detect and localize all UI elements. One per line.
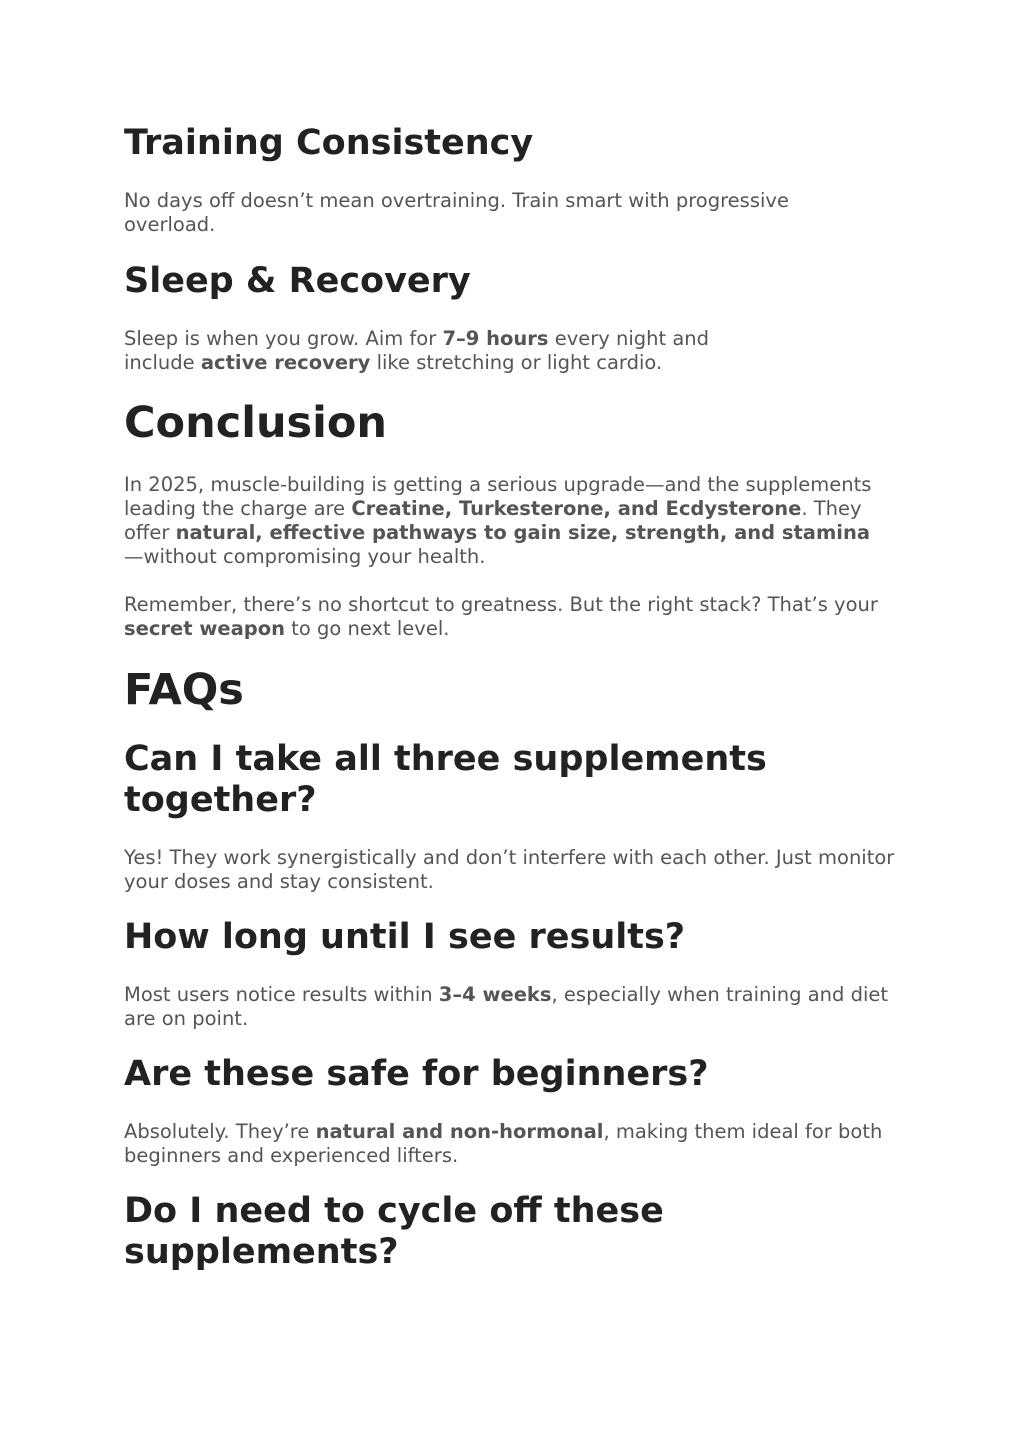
supplements-emphasis: Creatine, Turkesterone, and Ecdysterone [351, 497, 802, 520]
sleep-recovery-paragraph: Sleep is when you grow. Aim for 7–9 hours every night and include active recovery like stretching or light cardio. [124, 327, 710, 374]
faq-question-2: How long until I see results? [124, 917, 686, 957]
active-recovery-emphasis: active recovery [200, 351, 371, 374]
faqs-heading: FAQs [124, 665, 244, 715]
faq-question-1: Can I take all three supplements together? [124, 739, 767, 820]
faq-question-3: Are these safe for beginners? [124, 1054, 709, 1094]
conclusion-paragraph-1: In 2025, muscle-building is getting a serious upgrade—and the supplements leading the charge are Creatine, Turkesterone, and Ecdysterone. They offer natural, effective pathways to gain size, strength, and stamina—without compromising your health. [124, 473, 872, 568]
conclusion-heading: Conclusion [124, 398, 388, 448]
faq-answer-2: Most users notice results within 3–4 weeks, especially when training and diet are on point. [124, 983, 889, 1030]
benefits-emphasis: natural, effective pathways to gain size, strength, and stamina [175, 521, 870, 544]
sleep-hours-emphasis: 7–9 hours [442, 327, 549, 350]
training-consistency-heading: Training Consistency [124, 123, 534, 163]
faq-answer-1: Yes! They work synergistically and don’t interfere with each other. Just monitor your doses and stay consistent. [124, 846, 895, 893]
faq-question-4: Do I need to cycle off these supplements? [124, 1191, 664, 1272]
results-timeframe-emphasis: 3–4 weeks [438, 983, 552, 1006]
training-consistency-paragraph: No days off doesn’t mean overtraining. Train smart with progressive overload. [124, 189, 789, 236]
natural-non-hormonal-emphasis: natural and non-hormonal [315, 1120, 604, 1143]
secret-weapon-emphasis: secret weapon [124, 617, 285, 640]
faq-answer-3: Absolutely. They’re natural and non-hormonal, making them ideal for both beginners and experienced lifters. [124, 1120, 883, 1167]
sleep-recovery-heading: Sleep & Recovery [124, 261, 471, 301]
conclusion-paragraph-2: Remember, there’s no shortcut to greatness. But the right stack? That’s your secret weapon to go next level. [124, 593, 878, 640]
